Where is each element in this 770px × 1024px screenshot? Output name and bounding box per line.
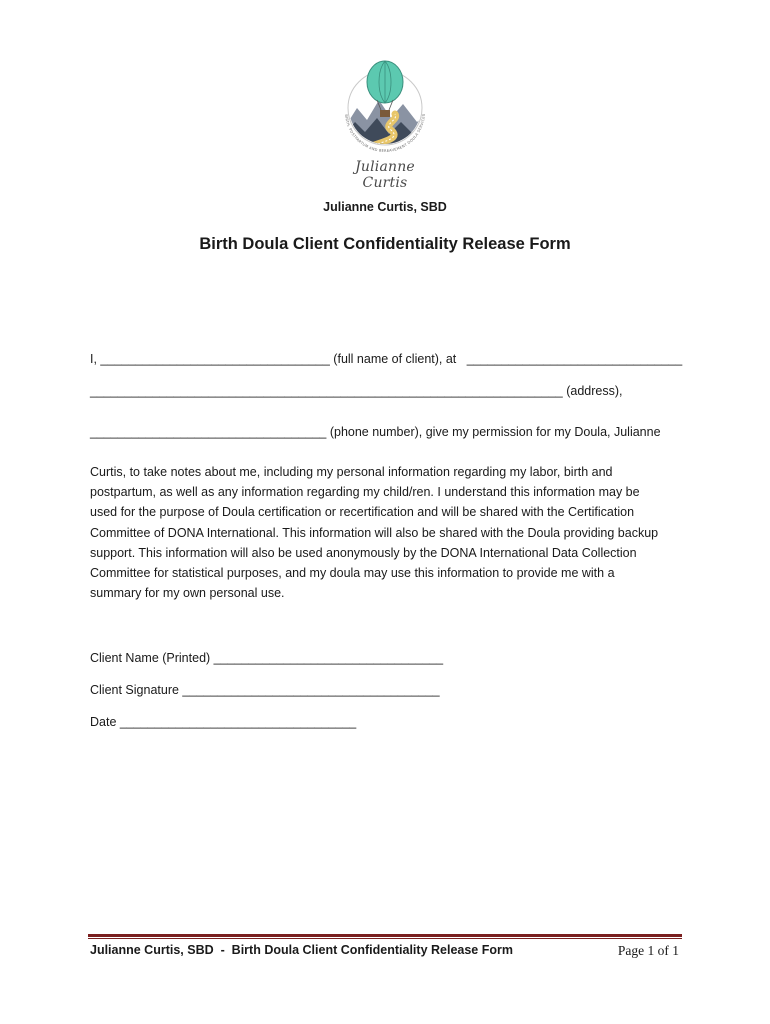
- date-line: Date __________________________________: [90, 715, 357, 729]
- footer-title: Julianne Curtis, SBD - Birth Doula Client Confidentiality Release Form: [90, 943, 513, 957]
- paragraph-line: postpartum, as well as any information regarding my child/ren. I understand this information may be: [90, 485, 640, 500]
- form-title: Birth Doula Client Confidentiality Release Form: [199, 235, 571, 253]
- paragraph-line: used for the purpose of Doula certification or recertification and will be shared with the Certification: [90, 505, 635, 520]
- phone-line: __________________________________ (phone number), give my permission for my Doula, Julianne: [90, 425, 661, 439]
- logo: [333, 56, 437, 191]
- org-name: Julianne Curtis, SBD: [323, 200, 447, 214]
- paragraph-line: Curtis, to take notes about me, including my personal information regarding my labor, birth and: [90, 465, 613, 479]
- hot-air-balloon-logo-icon: [333, 56, 437, 160]
- paragraph-line: support. This information will also be used anonymously by the DONA International Data Collection: [90, 545, 637, 560]
- paragraph-line: summary for my own personal use.: [90, 586, 285, 601]
- page-number: Page 1 of 1: [617, 943, 679, 958]
- client-name-line: Client Name (Printed) _________________________________: [90, 651, 444, 665]
- footer-rule-thin: [88, 938, 682, 939]
- consent-paragraph: [90, 462, 670, 603]
- footer-rule: [88, 934, 682, 937]
- client-signature-line: Client Signature _____________________________________: [90, 683, 440, 697]
- full-name-address-line: I, _________________________________ (full name of client), at _______________________________: [90, 352, 683, 366]
- logo-script-name: Julianne Curtis: [355, 159, 415, 191]
- logo-ring-text: BIRTH, POSTPARTUM AND BEREAVEMENT DOULA SERVICES: [344, 113, 426, 154]
- paragraph-line: Committee for statistical purposes, and my doula may use this information to provide me with a: [90, 566, 615, 581]
- paragraph-line: Committee of DONA International. This information will also be shared with the Doula providing backup: [90, 525, 659, 540]
- address-line: ____________________________________________________________________ (address),: [90, 384, 623, 398]
